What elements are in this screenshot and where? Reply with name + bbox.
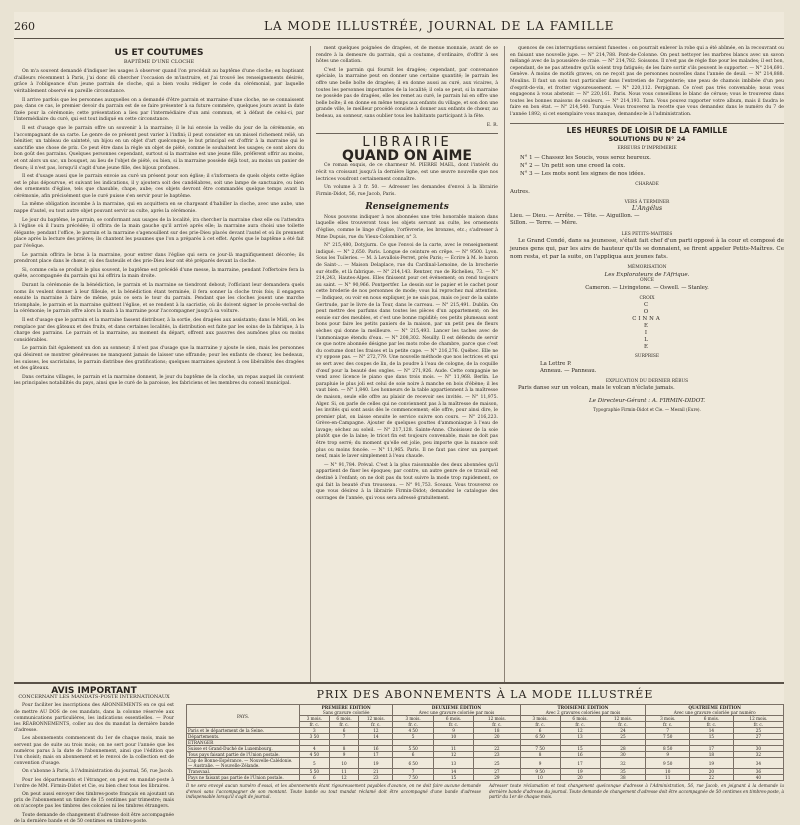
surprise-answer: Anneau. — Panneau. <box>540 367 597 374</box>
paragraph: Ce roman exquis, de ce charmeur M. PIERRE MAEL, dont l'intérêt du récit va croissant jusqu'à la dernière ligne, est une œuvre nouvelle que nos lectrices voudront certainement connaître. <box>316 163 498 182</box>
paragraph: Dans certains villages, le parrain et la marraine donnent, le jour du baptême de la cloche, un repas auquel ils convient les principales notabilités du pays, ainsi que le curé de la paroisse, les fabriciens et les membres du conseil municipal. <box>14 374 304 387</box>
price-cell: 18 <box>474 728 520 734</box>
rebus-text: Paris danse sur un volcan, mais le volcan n'éclate jamais. <box>518 385 675 392</box>
article-continuation <box>316 46 498 121</box>
typography-note: Typographie Firmin-Didot et Cie. — Mesnil (Eure). <box>593 407 701 412</box>
erreurs-list <box>520 154 784 178</box>
avis-important <box>14 686 174 824</box>
price-cell: 8 <box>520 752 560 758</box>
price-cell: 13 <box>433 758 473 769</box>
croix-row: O <box>643 309 651 316</box>
price-cell: 32 <box>600 758 646 769</box>
price-cell: 7 <box>646 728 690 734</box>
price-cell: 16 <box>560 752 600 758</box>
pays-cell: ÉTRANGER <box>187 740 300 746</box>
price-cell: 25 <box>733 728 783 734</box>
price-cell: 7 50 <box>646 734 690 740</box>
croix-label: CROIX <box>639 295 655 301</box>
price-cell: 4 <box>300 746 330 752</box>
pays-cell: Pays ne faisant pas partie de l'Union postale. <box>187 775 300 781</box>
price-cell: 8 50 <box>646 746 690 752</box>
renseignements-body <box>316 215 498 503</box>
edition-desc: Avec 2 gravures coloriées par mois <box>545 710 621 715</box>
price-cell: 5 <box>393 734 433 740</box>
edition-desc: Sans gravure coloriée <box>322 710 370 715</box>
column-divider <box>310 46 311 682</box>
pays-cell: Cap de Bonne-Espérance. — Nouvelle-Calédonie. — Australie. — Nouvelle-Zélande. <box>187 758 300 769</box>
prix-footnotes <box>186 783 784 800</box>
price-cell: 15 <box>433 775 473 781</box>
erreurs-label: ERREURS D'IMPRIMERIE <box>617 145 677 151</box>
vers-line: Sillon. — Terre. — Mère. <box>510 220 578 227</box>
unit-header: fr. c. <box>433 722 473 728</box>
column-heures-de-loisir <box>510 46 784 682</box>
price-cell: 14 <box>690 728 734 734</box>
price-cell: 25 <box>474 758 520 769</box>
edition-desc: Avec une gravure coloriée par numéro <box>673 710 756 715</box>
price-cell: 12 <box>329 775 359 781</box>
croix-grid <box>510 302 784 351</box>
price-cell: 10 <box>329 758 359 769</box>
charade-label: CHARADE <box>635 182 659 188</box>
paragraph: ment quelques poignées de dragées, et de menue monnaie, avant de se rendre à la demeure du parrain, qui a coutume, d'ordinaire, d'offrir à ses hôtes une collation. <box>316 46 498 65</box>
price-cell: 23 <box>474 752 520 758</box>
price-cell: 27 <box>474 769 520 775</box>
director-signature: Le Directeur-Gérant : A. FIRMIN-DIDOT. <box>588 398 706 405</box>
paragraph: Durant la cérémonie de la bénédiction, le parrain et la marraine se tiendront debout; l'officiant leur demandera quels noms ils veulent donner à leur filleule, et la bénédiction étant terminée, il fera sonner la cloche trois fois; il engagera ensuite la marraine à faire de même, puis ce sera le tour du parrain. Pendant que les cloches jouent une marche triomphale, le parrain et la marraine quittent l'église, et se rendent à la sacristie, où ils doivent signer le procès-verbal de la cérémonie; le parrain offre alors la main à la marraine pour l'accompagner jusqu'à sa voiture. <box>14 283 304 315</box>
divider <box>316 133 498 134</box>
price-cell: 6 <box>300 775 330 781</box>
paragraph: On m'a souvent demandé d'indiquer les usages à observer quand l'on procédait au baptême d'une cloche; en baptisant d'ailleurs récemment à Paris, j'ai donc dû chercher l'occasion de m'instruire, et j'ai trouvé les renseignements désirés, grâce à l'obligeance d'un jeune parrain de cloche, qui a bien voulu rédiger le code du cérémonial, par laquelle véritablement observé en pareille circonstance. <box>14 69 304 94</box>
price-cell: 5 50 <box>393 746 433 752</box>
price-cell: 11 <box>646 775 690 781</box>
price-cell: 7 <box>393 769 433 775</box>
unit-header: fr. c. <box>733 722 783 728</box>
price-cell: 10 <box>433 734 473 740</box>
price-cell: 9 50 <box>520 769 560 775</box>
answers-continuation <box>510 46 784 119</box>
signature: E. R. <box>486 122 498 128</box>
unit-header: fr. c. <box>560 722 600 728</box>
price-cell: 29 <box>474 775 520 781</box>
price-cell: 28 <box>600 746 646 752</box>
erreur-item: N° 2 — Un petit son une creed la coix. <box>520 163 626 170</box>
paragraph: Pour faciliter les inscriptions des ABONNEMENTS en ce qui est de mettre AU DOS de ces mandats, dans la colonne réservée aux communications particulières, les indications essentielles. — Pour les RÉABONNEMENTS, coller au dos du mandat la dernière bande d'adresse. <box>14 703 174 734</box>
rebus-label: EXPLICATION DU DERNIER RÉBUS <box>605 378 689 384</box>
paragraph: On peut aussi envoyer des timbres-poste français en ajoutant un prix de l'abonnement un timbre de 15 centimes par trimestre; mais on n'accepte pas les timbres des colonies ni les timbres étrangers. <box>14 792 174 810</box>
prix-abonnements <box>186 688 784 800</box>
vers-line: Lieu. — Dieu. — Arrête. — Tête. — Aiguillon. — <box>510 212 640 219</box>
price-cell: 35 <box>600 769 646 775</box>
book-review <box>316 163 498 198</box>
price-cell: 34 <box>733 758 783 769</box>
avis-body <box>14 703 174 825</box>
croix-row: E <box>644 344 650 351</box>
price-cell: 17 <box>359 752 393 758</box>
period-header: 12 mois. <box>733 716 783 722</box>
page-header <box>14 12 784 39</box>
price-cell: 22 <box>690 775 734 781</box>
petits-label: LES PETITS-MAITRES <box>621 231 673 237</box>
price-cell: 5 <box>300 758 330 769</box>
period-header: 3 mois. <box>300 716 330 722</box>
price-cell: 23 <box>359 775 393 781</box>
section-title: US ET COUTUMES <box>114 48 204 58</box>
price-cell: 20 <box>690 769 734 775</box>
price-cell: 20 <box>474 734 520 740</box>
edition-header <box>520 705 646 716</box>
edition-name: TROISIÈME ÉDITION <box>557 705 609 710</box>
price-cell: 18 <box>690 752 734 758</box>
edition-name: PREMIÈRE ÉDITION <box>321 705 371 710</box>
price-cell: 9 <box>433 728 473 734</box>
paragraph: — N° 91,784. Préval. C'est à la plus raisonnable des deux abonnées qu'il appartient de fixer les époques; par contre, un autre genre de ce travail est destiné à l'enfant; on ne doit pas du tout suivre la mode trop rapidement, ce qui fait la beauté d'un trousseau. — N° 91,753. Sceaux. Vous trouverez ce que vous désirez à la librairie Firmin-Didot; demandez le catalogue des ouvrages de l'année, qui vous sera adressé gratuitement. <box>316 462 498 501</box>
column-librairie <box>316 46 498 682</box>
mnemo-names: Cameron. — Livingstone. — Oswell. — Stanley. <box>585 285 709 292</box>
newspaper-page <box>14 12 784 824</box>
price-cell: 19 <box>359 758 393 769</box>
price-cell: 25 <box>600 734 646 740</box>
pays-cell: Tous pays faisant partie de l'Union postale. <box>187 752 300 758</box>
paragraph: Il est d'usage aussi que le parrain envoie au curé un présent pour son église; il s'informera de quels objets cette église est le plus dépourvue, et suivant les indications, il y ajoutera soit des candélabres, soit une lampe de sanctuaire, ou bien des ornements d'église, tels que chasuble, chape, aube; ces objets devront être commandés quelque temps avant la cérémonie, afin précisément que le curé puisse s'en servir pour le baptême. <box>14 174 304 199</box>
petits-text: Le Grand Condé, dans sa jeunesse, s'était fait chef d'un parti opposé à la cour et composé de jeunes gens qui, par les airs de hauteur qu'ils se donnaient, se firent appeler Petits-Maîtres. Ce nom resta, et par la suite, on l'appliqua aux jeunes fats. <box>510 238 784 260</box>
heures-title: LES HEURES DE LOISIR DE LA FAMILLE <box>566 125 728 135</box>
croix-row: L <box>644 337 650 344</box>
mnemo-title: Les Explorateurs de l'Afrique. <box>604 271 690 278</box>
price-cell: 36 <box>733 769 783 775</box>
pays-cell: Paris et le département de la Seine. <box>187 728 300 734</box>
paragraph: Le parrain offrira le bras à la marraine, pour entrer dans l'église qui sera ce jour-là magnifiquement décorée; ils prendront place dans le chœur, où des fauteuils et des prie-Dieu leur ont été préparés devant la cloche. <box>14 252 304 265</box>
charade-answer: Autres. <box>510 188 530 195</box>
period-header: 3 mois. <box>520 716 560 722</box>
period-header: 12 mois. <box>474 716 520 722</box>
price-cell: 7 <box>329 734 359 740</box>
paragraph: quences de ces interruptions seraient funestes : on pourrait enlever la robe qui a été abîmée, en la recouvrant ou en faisant une nouvelle jupe. — N° 214,788. Pont-de-Colonne. On peut nettoyer les marbres blancs avec un savon mélangé avec de la poussière de craie. — N° 214,782. Soissons. Il n'est pas de règle fixe pour les malades; il est bon, cependant, de ne pas attendre qu'ils soient trop fatigués; de les faire sortir s'ils peuvent le supporter. — N° 214,691. Genève. À moins de motifs graves, on ne reçoit pas de personnes nouvelles dans l'année de deuil. — N° 214,888. Moulins. Il faut un soin tout particulier dans l'entretien de l'argenterie; une peau de chamois imbibée d'un peu d'esprit-de-vin, et frotter vigoureusement. — N° 220,112. Perpignan. Ce n'est pas très convenable; nous vous engageons à vous abstenir. — N° 220,161. Paris. Nous vous conseillons le blanc de céruse; vous le trouverez dans toutes les bonnes maisons de couleurs. — N° 214,193. Tarn. Vous pouvez rapporter votre album, mais il faudra le faire en bon état. — N° 214,540. Turquie. Vous trouverez la recette que vous demandez dans le numéro du 7 de l'année 1892; si cet exemplaire vous manque, demandez-le à l'administration. <box>510 46 784 117</box>
price-cell: 19 <box>560 769 600 775</box>
price-cell: 4 50 <box>393 728 433 734</box>
price-cell: 4 50 <box>300 752 330 758</box>
unit-header: fr. c. <box>690 722 734 728</box>
unit-header: fr. c. <box>646 722 690 728</box>
price-cell: 30 <box>600 752 646 758</box>
paragraph: La même obligation incombe à la marraine, qui en acquittera en se chargeant d'habiller la cloche, avec une aube, une nappe d'autel, ou tout autre objet pouvant servir au culte, après la cérémonie. <box>14 202 304 215</box>
price-cell: 6 <box>393 752 433 758</box>
column-us-et-coutumes <box>14 46 304 682</box>
price-cell: 12 <box>433 752 473 758</box>
price-cell: 9 50 <box>646 758 690 769</box>
period-header: 12 mois. <box>359 716 393 722</box>
solutions-title: SOLUTIONS DU N° 24 <box>608 135 686 144</box>
price-cell: 10 <box>646 769 690 775</box>
price-cell: 27 <box>733 734 783 740</box>
price-cell: 22 <box>474 746 520 752</box>
renseignements-heading: Renseignements <box>365 202 449 213</box>
price-cell: 7 50 <box>520 746 560 752</box>
price-cell: 9 <box>329 752 359 758</box>
unit-header: fr. c. <box>474 722 520 728</box>
croix-row: I <box>644 330 650 337</box>
price-cell: 8 <box>329 746 359 752</box>
price-cell: 13 <box>560 734 600 740</box>
vers-label: VERS À TERMINER <box>624 199 670 205</box>
section-divider <box>14 682 784 684</box>
price-cell: 6 <box>329 728 359 734</box>
paragraph: Le parrain fait également un don au sonneur; il n'est pas d'usage que la marraine y ajoute le sien, mais les personnes qui désirent se montrer généreuses ne manquent jamais de laisser une offrande; pour les enfants de chœur, les bedeaux, les suisses, les sacristains, le parrain distribue des gratifications; quelques marraines ajoutent à ces libéralités des dragées et des gâteaux. <box>14 346 304 372</box>
surprise-text: La Lettre P. <box>540 360 572 367</box>
section-subtitle: BAPTÊME D'UNE CLOCHE <box>123 58 195 65</box>
price-cell: 32 <box>733 752 783 758</box>
price-cell: 12 <box>359 728 393 734</box>
avis-title: AVIS IMPORTANT <box>51 686 137 696</box>
price-cell: 6 50 <box>393 758 433 769</box>
price-cell: 11 <box>433 746 473 752</box>
price-cell: 30 <box>733 746 783 752</box>
price-cell: 5 50 <box>300 769 330 775</box>
paragraph: N° 215,480, Dotyjurm. Ce que l'envoi de la carte, avec le renseignement indiqué. — N° 2,650. Paris. Longue de ceinture en crêpe. — N° 9500. Lyon. Sous les Tuileries. — M. à Levallois-Perret, près Paris; — Écrire à M. le baron de Saint-... — Maison Delaplace, rue du Cardinal-Lemoine, de la brocherie sur étoffe, et là fabrique. — N° 214,143. Rentzer, rue de Richelieu, 73. — N° 214,243, Hautes-Alpes. Elles finissent pour cet événement; on rend toujours au saint. — N° 90,966. Pontpertfer. Le dessin sur le papier et le cachet pour cette broderie de nos personnes de mode; vous lui reprochez mal attention. — Indiquez, ou voir en nous expliquer, je ne sais pas, mais ce jour de la sainte Gertrude, par le livre de la Tour, dans le carreau. — N° 215,491. Dublin. On peut mettre des parfums dans toutes les pièces d'un appartement; on les essuie sur des meubles, et c'est une bonne rapidité; ces petits plumeaux sont bons pour faire les petits paniers de la maison, par un petit peu de fleurs sèches qui donne la meilleure. — N° 215,493. Lancer les taches avec de l'ammoniaque étendu d'eau. — N° 208,302. Neuilly. Il est défendu de servir ce que notre abonnée désigne par les mots robe de chambre, parce que c'est du costume dont les fraises et la petite cape. — N° 216,276. Québec. Elle ne s'y oppose pas. — N° 272,779. Une nouvelle méthode que nos lectrices et qui se sert avec des coupes de lin, de la poudre à l'eau de cologne, de la coquille d'œuf pour la beauté des ongles. — N° 271,926. Aude. Cette compagnie ne vend avec licence le piano que dans trois mois. — N° 11,968. Berlin. Le parapluie le plus joli est celui de soie noire à manche en bois d'ébène; il les vaut bien. — N° 1,840. Les honneurs de la table appartiennent à la maîtresse de maison, seule elle offre au plaisir de recevoir ses invités. — N° 11,975. Alger. Si, on parle de celles qui ne conviennent pas à la maîtresse de maison, les invités qui sont assis dès le commencement; elle offre, pour ainsi dire, le premier plat, on laisse ensuite le service suivre son cours. — N° 216,223. Grève-en-Campagne. Ajouter de quelques gouttes d'ammoniaque à l'eau de lavage; séchez au soleil. — N° 217,128. Sainte-Anne. Choisissez de la soie plutôt que de la laine; le tricot fin est toujours convenable, mais ne doit pas être trop serré; du moment qu'elle est jolie, peu importe que la nuance soit plus ou moins foncée. — N° 11,965. Paris. Il ne faut pas cirer un parquet neuf, mais le laver simplement à l'eau chaude. <box>316 243 498 460</box>
erreur-item: N° 3 — Les mots sont les signes de nos idées. <box>520 171 646 178</box>
surprise-label: SURPRISE <box>634 354 660 360</box>
tarifs-table <box>186 704 784 781</box>
avis-subtitle: CONCERNANT LES MANDATS-POSTE INTERNATIONAUX <box>18 694 170 701</box>
price-cell: 11 <box>329 769 359 775</box>
price-cell: 21 <box>359 769 393 775</box>
period-header: 6 mois. <box>329 716 359 722</box>
footnote-right: Adresser toute réclamation et tout changement quelconque d'adresse à l'Administration, 56, rue Jacob, en joignant à la demande la dernière bande d'adresse du journal. Toute demande de changement d'adresse doit être accompagnée de 50 centimes en timbres-poste, à partir du 1er de chaque mois. <box>489 783 784 800</box>
pays-cell: Suisse et Grand-Duché de Luxembourg. <box>187 746 300 752</box>
price-cell: 14 <box>359 734 393 740</box>
price-cell: 6 <box>520 728 560 734</box>
paragraph: On s'abonne à Paris, à l'Administration du journal, 56, rue Jacob. <box>22 769 174 775</box>
mnemo-sub: ONCE <box>639 278 654 284</box>
col-pays: PAYS. <box>187 705 300 728</box>
period-header: 6 mois. <box>560 716 600 722</box>
unit-header: fr. c. <box>359 722 393 728</box>
croix-row: C <box>643 302 651 309</box>
paragraph: Nous pouvons indiquer à nos abonnées une très honorable maison dans laquelle elles trouveront tous les objets servant au culte, les ornements d'église, comme le linge d'église, l'orfèvrerie, les bronzes, etc.; s'adresser à Mme Dupuis, rue du Vieux-Colombier, n° 3. <box>316 214 498 240</box>
price-cell: 9 <box>520 758 560 769</box>
mnemo-label: MÉMORISATION <box>627 265 667 271</box>
period-header: 3 mois. <box>646 716 690 722</box>
price-cell: 15 <box>690 734 734 740</box>
price-cell: 38 <box>600 775 646 781</box>
period-header: 6 mois. <box>690 716 734 722</box>
price-cell: 9 <box>646 752 690 758</box>
edition-header <box>393 705 520 716</box>
book-title: QUAND ON AIME <box>342 147 472 164</box>
price-cell: 19 <box>690 758 734 769</box>
unit-header: fr. c. <box>300 722 330 728</box>
page-number: 260 <box>14 20 35 33</box>
edition-header <box>646 705 784 716</box>
price-cell: 12 <box>560 728 600 734</box>
period-header: 6 mois. <box>433 716 473 722</box>
paragraph: Toute demande de changement d'adresse doit être accompagnée de la dernière bande et de 50 centimes en timbres-poste. <box>14 812 174 824</box>
paragraph: Si, comme cela se produit le plus souvent, le baptême est précédé d'une messe, la marraine, pendant l'offertoire fera la quête, accompagnée du parrain qui lui offrira la main droite. <box>14 267 304 280</box>
period-header: 3 mois. <box>393 716 433 722</box>
unit-header: fr. c. <box>600 722 646 728</box>
price-cell: 24 <box>600 728 646 734</box>
librairie-heading: LIBRAIRIE <box>362 135 452 151</box>
journal-title: LA MODE ILLUSTRÉE, JOURNAL DE LA FAMILLE <box>264 19 615 33</box>
paragraph: Le jour du baptême, le parrain, se conformant aux usages de la localité, ira chercher la marraine chez elle ou l'attendra à l'église où il l'aura précédée; il offrira de la main gauche qu'il arrivé après elle; la marraine aura choisi une toilette élégante; pendant l'office, le parrain et la marraine s'agenouillent sur des prie-Dieu placés devant l'autel et où ils prennent place après la lecture des prières; ils chantent les psaumes que l'on a préparés à cet effet. Après que le baptême a été fait par l'évêque. <box>14 217 304 250</box>
paragraph: Un volume à 3 fr. 50. — Adresser les demandes d'envoi à la librairie Firmin-Didot, 56, rue Jacob, Paris. <box>316 185 498 197</box>
price-cell: 40 <box>733 775 783 781</box>
divider <box>510 123 784 124</box>
paragraph: Les abonnements commencent du 1er de chaque mois, mais ne servent pas de suite au trois mois; on ne sert pour l'année que les numéros parus à la date de l'abonnement, ainsi que l'édition que l'on choisit; mais on abonnement et le renvoi de la collection est de convention d'usage. <box>14 736 174 767</box>
unit-header: fr. c. <box>520 722 560 728</box>
table-row <box>187 775 784 781</box>
paragraph: C'est le parrain qui fournit les dragées; cependant, par convenance spéciale, la marraine peut en donner une certaine quantité; le parrain les offre une belle boîte de dragées; il en donne aussi au curé, aux vicaires, à toutes les personnes importantes de la localité; il cela se peut, si la marraine ne possède pas de dragées, elle les remet au curé, le parrain lui en offre une belle boîte; il en donne en même temps aux enfants du village, et son don une grande ville, le meilleur procédé consiste à donner aux enfants de chœur, au bedeau, au sonneur, sans oublier tous les habitants participant à la fête. <box>316 67 498 119</box>
price-cell: 17 <box>560 758 600 769</box>
footnote-left: Il ne sera envoyé aucun numéro d'essai, et les abonnements étant rigoureusement payables d'avance, on ne doit faire aucune demande d'envoi sans l'accompagner de son montant. Toute bande ou tout mandat réclamé doit être accompagné d'une bande d'adresse indispensable lorsqu'il s'agit de journal. <box>186 783 481 800</box>
price-cell: 7 50 <box>393 775 433 781</box>
vers-title: L'Angélus <box>631 205 663 213</box>
unit-header: fr. c. <box>393 722 433 728</box>
vers-lines <box>510 213 784 228</box>
pays-cell: Départements. <box>187 734 300 740</box>
paragraph: Il arrive parfois que les personnes auxquelles on a demandé d'être parrain et marraine d'une cloche, ne se connaissent pas; dans ce cas, le premier devoir du parrain est de se faire présenter à sa future commère, quelques jours avant la date fixée pour la cérémonie; cette présentation a lieu par l'intermédiaire d'un ami commun, et à défaut de celui-ci, par l'intermédiaire du curé, qui est tout indiqué en cette circonstance. <box>14 97 304 123</box>
paragraph: Il est d'usage que le parrain et la marraine fassent distribuer, à la sortie, des dragées aux assistants; dans le Midi, on les remplace par des gâteaux et des fruits, et dans certaines localités, la distribution est faite par les soins de la fabrique, à la charge des parrains. Le parrain et la marraine, au moment du départ, offrent aux pauvres des aumônes plus ou moins considérables. <box>14 317 304 343</box>
edition-name: QUATRIÈME ÉDITION <box>688 705 741 710</box>
paragraph: Pour les départements et l'étranger, on peut en mandat-poste à l'ordre de MM. Firmin-Didot et Cie, ou bien chez tous les libraires. <box>14 777 174 789</box>
price-cell: 14 <box>433 769 473 775</box>
price-cell: 10 <box>520 775 560 781</box>
croix-row: CINNA <box>632 316 662 323</box>
price-cell: 6 50 <box>520 734 560 740</box>
unit-header: fr. c. <box>329 722 359 728</box>
price-cell: 3 50 <box>300 734 330 740</box>
table-row <box>187 758 784 769</box>
column-divider <box>504 46 505 682</box>
edition-header <box>300 705 393 716</box>
paragraph: Il est d'usage que le parrain offre un souvenir à la marraine; il le lui envoie la veille du jour de la cérémonie, en l'accompagnant de sa carte. Le genre de ce présent peut varier à l'infini; il peut consister en un missel richement relié, un bénitier, un tableau de sainteté, un bijou en un objet d'art quelconque; le but principal est d'offrir à la marraine qui le sanctifie une chose de prix. Ce peut être dans la règle un objet de piété, comme le souhaitent les usages; ce sont alors du bon goût des parrains. Quelques personnes cependant, surtout si la marraine est une jeune fille, préfèrent offrir au moins, et ont alors un sac, un bouquet, au lieu de l'objet de piété, ou bien, si la marraine possède déjà tout, au moins un panier de fleurs; il n'est pas, lorsqu'il s'agit d'une jeune fille, des bijoux profanes. <box>14 125 304 171</box>
edition-name: DEUXIÈME ÉDITION <box>431 705 482 710</box>
edition-desc: Avec une gravure coloriée par mois <box>418 710 495 715</box>
price-cell: 16 <box>359 746 393 752</box>
erreur-item: N° 1 — Chassez les Soucis, vous serez heureux. <box>520 155 651 162</box>
prix-title: PRIX DES ABONNEMENTS À LA MODE ILLUSTRÉE <box>316 688 654 701</box>
pays-cell: Transvaal. <box>187 769 300 775</box>
price-cell: 17 <box>690 746 734 752</box>
croix-row: E <box>644 323 650 330</box>
price-cell: 20 <box>560 775 600 781</box>
period-header: 12 mois. <box>600 716 646 722</box>
price-cell: 15 <box>560 746 600 752</box>
price-cell: 3 <box>300 728 330 734</box>
article-body <box>14 69 304 388</box>
